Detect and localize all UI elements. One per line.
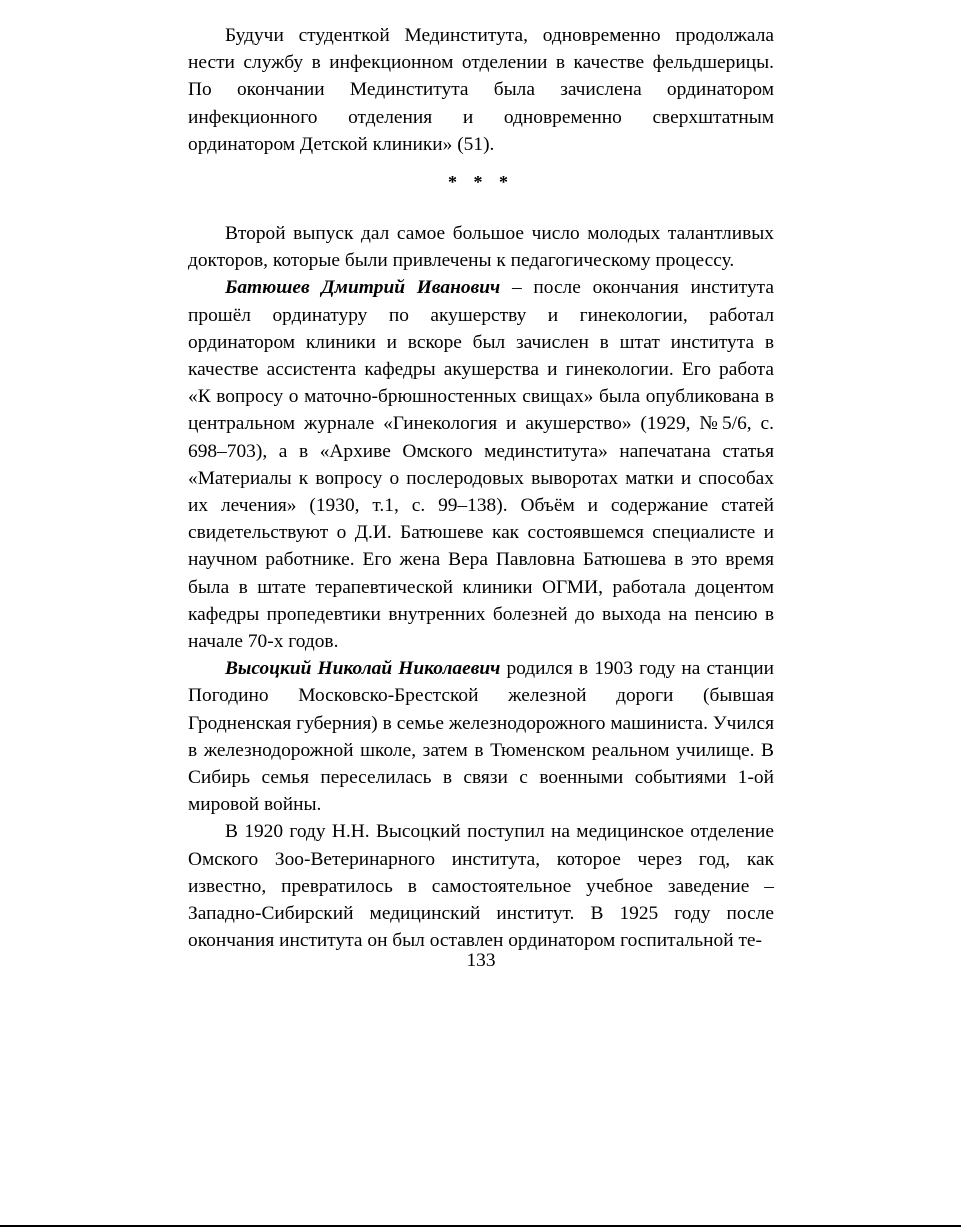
vysotsky-text: родился в 1903 году на станции Погодино Московско-Брестской железной дороги (бывшая Гродненская губерния) в семье железнодорожного машиниста. Учился в железнодорожной школе, затем в Тюменском реальном училище. В Сибирь семья переселилась в связи с военными событиями 1-ой мировой войны. [188,658,774,816]
bottom-edge-line [0,1225,961,1227]
person-name-batyushev: Батюшев Дмитрий Иванович [225,277,501,299]
section-separator: * * * [448,172,514,192]
vysotsky-paragraph [188,655,774,818]
batyushev-paragraph [188,274,774,655]
main-text-block [188,220,774,954]
intro-paragraph: Второй выпуск дал самое большое число молодых талантливых докторов, которые были привлечены к педагогическому процессу. [188,223,774,272]
top-text-block [188,22,774,158]
top-paragraph: Будучи студенткой Мединститута, одновременно продолжала нести службу в инфекционном отделении в качестве фельдшерицы. По окончании Мединститута была зачислена ординатором инфекционного отделения и одновременно сверхштатным ординатором Детской клиники» (51). [188,25,774,155]
last-paragraph: В 1920 году Н.Н. Высоцкий поступил на медицинское отделение Омского Зоо-Ветеринарного института, которое через год, как известно, превратилось в самостоятельное учебное заведение – Западно-Сибирский медицинский институт. В 1925 году после окончания института он был оставлен ординатором госпитальной те- [188,821,774,952]
person-name-vysotsky: Высоцкий Николай Николаевич [225,658,501,680]
page-number: 133 [466,950,496,971]
batyushev-text: – после окончания института прошёл ординатуру по акушерству и гинекологии, работал ординатором клиники и вскоре был зачислен в штат института в качестве ассистента кафедры акушерства и гинекологии. Его работа «К вопросу о маточно-брюшностенных свищах» была опубликована в центральном журнале «Гинекология и акушерство» (1929, №5/6, с. 698–703), а в «Архиве Омского мединститута» напечатана статья «Материалы к вопросу о послеродовых выворотах матки и способах их лечения» (1930, т.1, с. 99–138). Объём и содержание статей свидетельствуют о Д.И. Батюшеве как состоявшемся специалисте и научном работнике. Его жена Вера Павловна Батюшева в это время была в штате терапевтической клиники ОГМИ, работала доцентом кафедры пропедевтики внутренних болезней до выхода на пенсию в начале 70-х годов. [188,277,774,653]
